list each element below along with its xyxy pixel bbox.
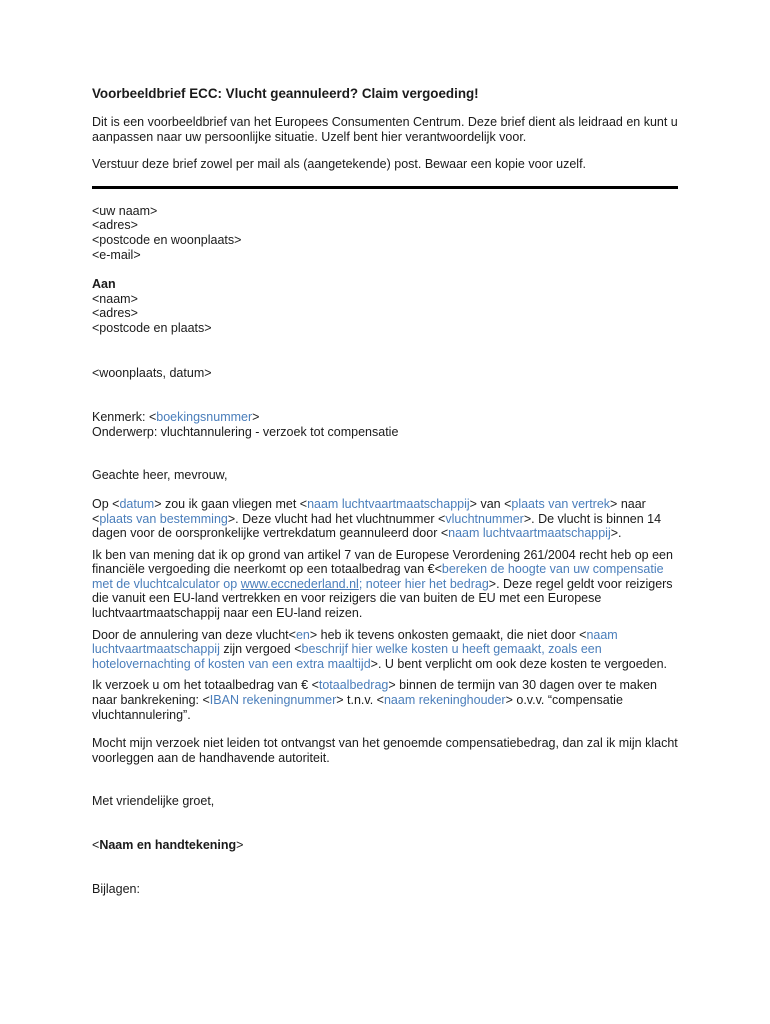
salutation: Geachte heer, mevrouw,: [92, 468, 228, 483]
plural-placeholder: en: [295, 627, 310, 642]
sender-email: <e-mail>: [92, 247, 141, 262]
sender-postcode: <postcode en woonplaats>: [92, 232, 242, 247]
text-run: > o.v.v. “compensatie vluchtannulering”.: [92, 693, 623, 722]
expenses-paragraph: [92, 628, 682, 672]
sender-name: <uw naam>: [92, 203, 158, 218]
departure-placeholder: plaats van vertrek: [511, 496, 611, 511]
closing-line: Met vriendelijke groet,: [92, 794, 215, 809]
text-run: > naar <: [92, 496, 646, 526]
airline-placeholder: naam luchtvaartmaatschappij: [307, 496, 470, 511]
recipient-block: [92, 277, 682, 335]
account-holder-placeholder: naam rekeninghouder: [383, 693, 506, 708]
date-placeholder: datum: [119, 496, 155, 511]
text-run: >.: [610, 526, 622, 541]
attachments-label: Bijlagen:: [92, 881, 140, 896]
reference-block: [92, 410, 682, 439]
sender-block: [92, 204, 682, 262]
amount-note-placeholder: ; noteer hier het bedrag: [358, 576, 489, 591]
text-run: >. Deze vlucht had het vluchtnummer <: [227, 511, 446, 526]
text-run: > heb ik tevens onkosten gemaakt, die niet door <: [309, 627, 587, 642]
recipient-address: <adres>: [92, 306, 138, 321]
recipient-postcode: <postcode en plaats>: [92, 320, 212, 335]
signature-placeholder: Naam en handtekening: [99, 838, 237, 852]
text-run: Door de annulering van deze vlucht<: [92, 627, 296, 642]
text-run: >: [236, 838, 244, 852]
text-run: Op <: [92, 496, 120, 511]
document-title: Voorbeeldbrief ECC: Vlucht geannuleerd? Claim vergoeding!: [92, 86, 479, 101]
flight-number-placeholder: vluchtnummer: [445, 511, 524, 526]
booking-number-placeholder: boekingsnummer: [156, 410, 253, 425]
escalation-paragraph: Mocht mijn verzoek niet leiden tot ontvangst van het genoemde compensatiebedrag, dan zal ik mijn klacht voorleggen aan de handhavende autoriteit.: [92, 736, 678, 765]
text-run: >. Deze regel geldt voor reizigers die vanuit een EU-land vertrekken en voor reizigers die van buiten de EU met een Europese luchtvaartmaatschappij naar een EU-land reizen.: [92, 576, 673, 621]
horizontal-divider: [92, 186, 678, 189]
recipient-heading: Aan: [92, 277, 116, 292]
text-run: > zou ik gaan vliegen met <: [154, 496, 308, 511]
payment-request-paragraph: [92, 678, 682, 722]
reference-end: >: [252, 410, 260, 425]
amount-instruction-placeholder: bereken de hoogte van uw compensatie met de vluchtcalculator op: [92, 562, 664, 591]
intro-paragraph: Dit is een voorbeeldbrief van het Europees Consumenten Centrum. Deze brief dient als leidraad en kunt u aanpassen naar uw persoonlijke situatie. Uzelf bent hier verantwoordelijk voor.: [92, 115, 678, 144]
expenses-description-placeholder: beschrijf hier welke kosten u heeft gemaakt, zoals een hotelovernachting of kosten van een extra maaltijd: [92, 642, 602, 671]
send-instruction: Verstuur deze brief zowel per mail als (aangetekende) post. Bewaar een kopie voor uzelf.: [92, 157, 587, 172]
text-run: zijn vergoed <: [219, 642, 302, 657]
subject-line: Onderwerp: vluchtannulering - verzoek tot compensatie: [92, 424, 399, 439]
text-run: Ik verzoek u om het totaalbedrag van € <: [92, 678, 319, 693]
text-run: > t.n.v. <: [336, 693, 384, 708]
airline-placeholder: naam luchtvaartmaatschappij: [92, 627, 618, 657]
airline-placeholder: naam luchtvaartmaatschappij: [448, 526, 611, 541]
sender-address: <adres>: [92, 218, 138, 233]
letter-page: [92, 86, 682, 896]
reference-line: [92, 410, 682, 425]
signature-line: [92, 838, 682, 853]
text-run: Ik ben van mening dat ik op grond van artikel 7 van de Europese Verordening 261/2004 recht heb op een financiële vergoeding die neerkomt op een totaalbedrag van €<: [92, 547, 673, 577]
text-run: >. U bent verplicht om ook deze kosten te vergoeden.: [370, 656, 668, 671]
ecc-website-link[interactable]: www.eccnederland.nl: [240, 576, 359, 591]
text-run: >. De vlucht is binnen 14 dagen voor de oorspronkelijke vertrekdatum geannuleerd door <: [92, 511, 662, 541]
iban-placeholder: IBAN rekeningnummer: [209, 693, 337, 708]
place-date: <woonplaats, datum>: [92, 365, 212, 380]
text-run: <: [92, 838, 100, 852]
recipient-name: <naam>: [92, 291, 138, 306]
compensation-paragraph: [92, 548, 682, 621]
text-run: > van <: [469, 496, 512, 511]
destination-placeholder: plaats van bestemming: [99, 511, 228, 526]
reference-label: Kenmerk: <: [92, 410, 157, 425]
flight-paragraph: [92, 497, 682, 541]
total-amount-placeholder: totaalbedrag: [318, 678, 389, 693]
text-run: > binnen de termijn van 30 dagen over te maken naar bankrekening: <: [92, 678, 657, 708]
